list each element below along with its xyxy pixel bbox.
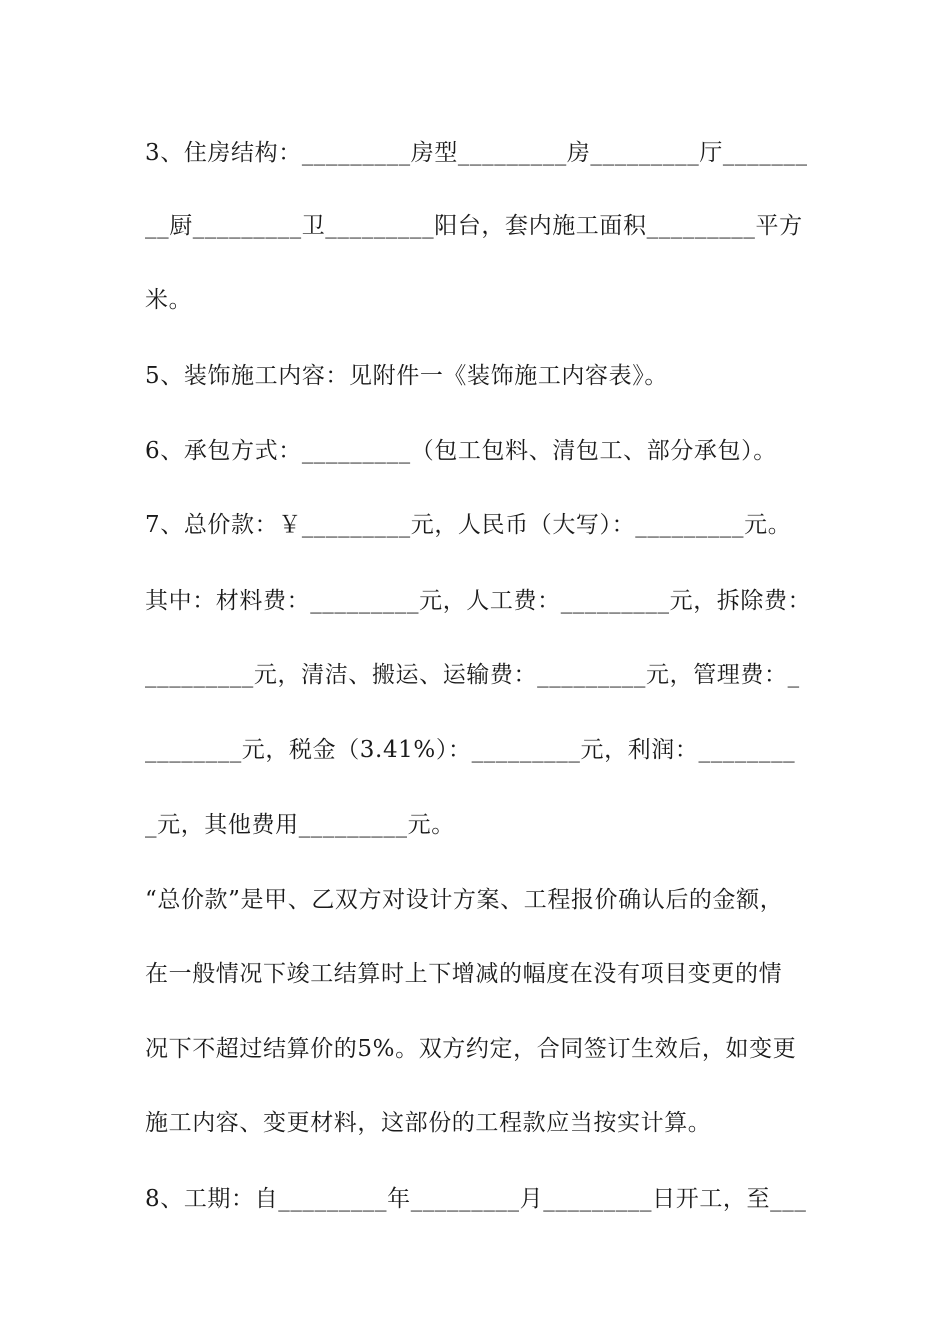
total-price-note-line-4: 施工内容、变更材料，这部份的工程款应当按实计算。 [145, 1110, 712, 1136]
clause-3-housing-structure: 3、住房结构：_________房型_________房_________厅_______ [145, 140, 808, 166]
clause-7-breakdown-line-1: 其中：材料费：_________元，人工费：_________元，拆除费： [145, 588, 812, 614]
clause-7-total-price: 7、总价款：￥_________元，人民币（大写）：_________元。 [145, 512, 792, 538]
clause-3-end: 米。 [145, 287, 193, 313]
total-price-note-line-3: 况下不超过结算价的5%。双方约定，合同签订生效后，如变更 [145, 1036, 797, 1062]
clause-6-contract-method: 6、承包方式：_________（包工包料、清包工、部分承包）。 [145, 438, 777, 464]
clause-7-breakdown-line-4: _元，其他费用_________元。 [145, 812, 455, 838]
total-price-note-line-2: 在一般情况下竣工结算时上下增减的幅度在没有项目变更的情 [145, 961, 783, 987]
clause-3-continuation: __厨_________卫_________阳台，套内施工面积_________平方 [145, 213, 803, 239]
clause-7-breakdown-line-3: ________元，税金（3.41%）：_________元，利润：________ [145, 737, 796, 763]
clause-8-construction-period: 8、工期：自_________年_________月_________日开工，至___ [145, 1186, 807, 1212]
clause-7-breakdown-line-2: _________元，清洁、搬运、运输费：_________元，管理费：_ [145, 662, 800, 688]
clause-5-decoration-content: 5、装饰施工内容：见附件一《装饰施工内容表》。 [145, 363, 668, 389]
total-price-note-line-1: “总价款”是甲、乙双方对设计方案、工程报价确认后的金额， [145, 887, 784, 913]
